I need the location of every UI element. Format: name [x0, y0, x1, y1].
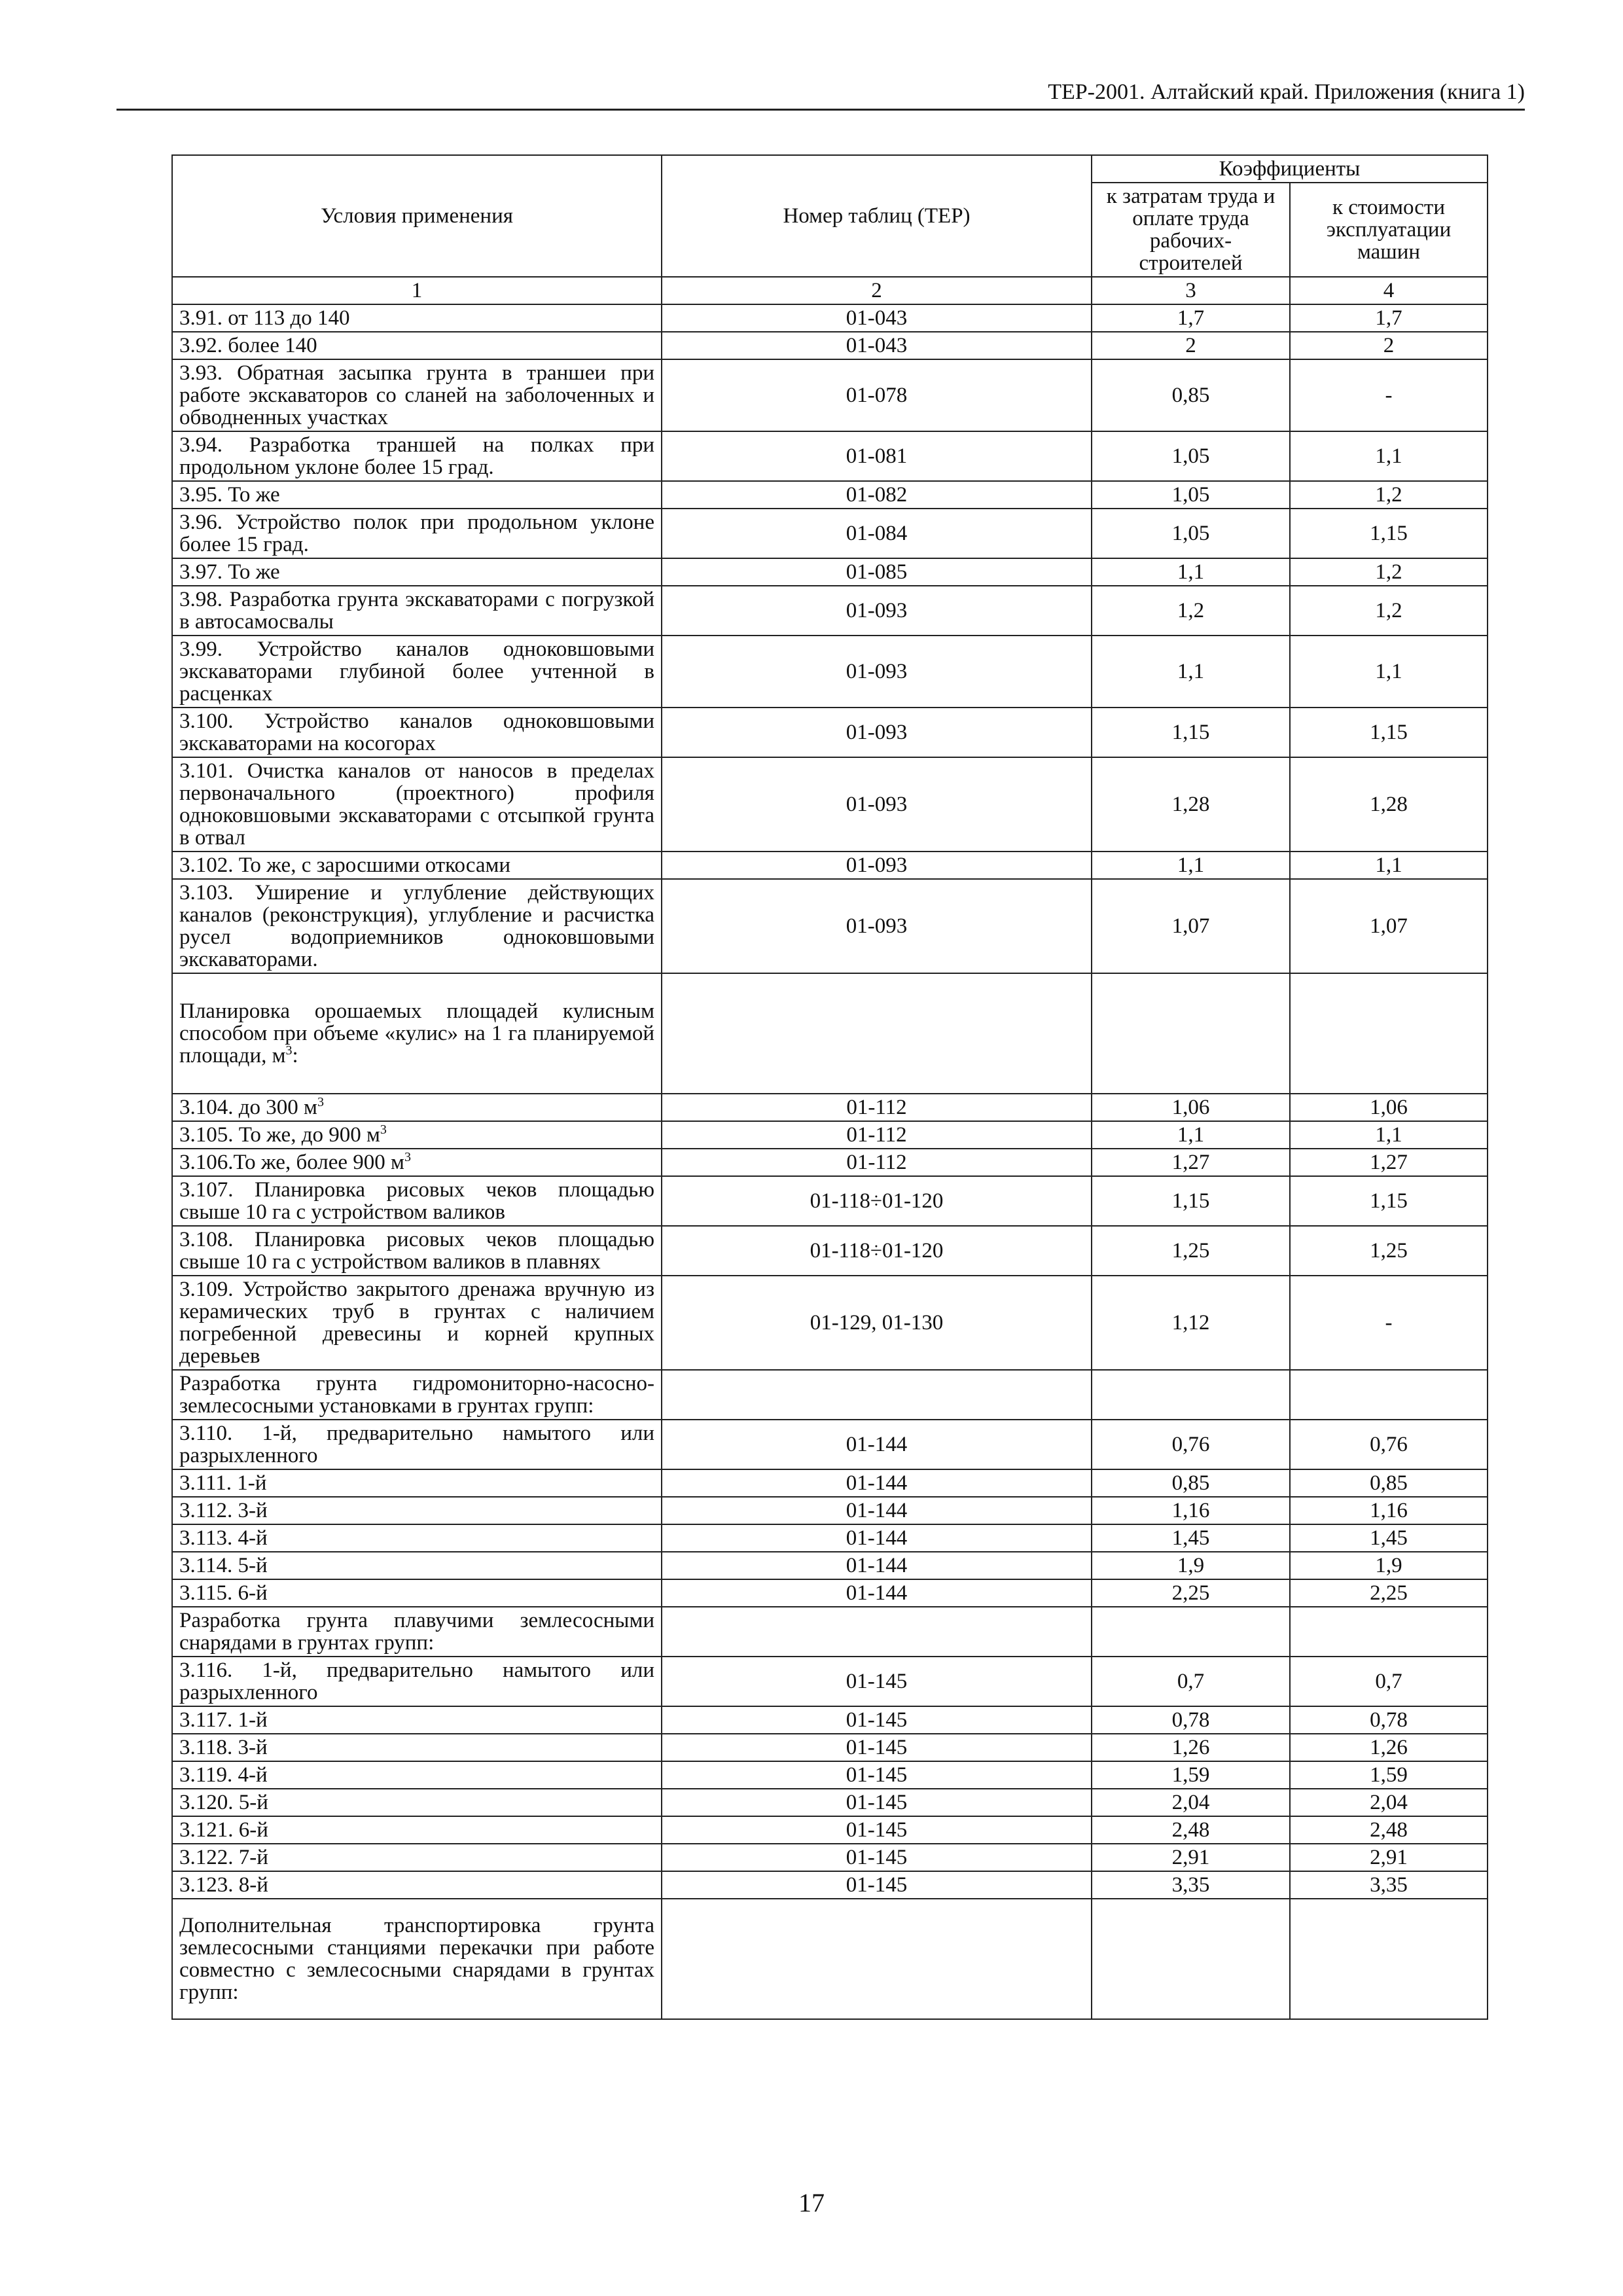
table-row	[172, 1844, 1488, 1871]
cell-table-number: 01-144	[662, 1497, 1092, 1524]
cell-machine-coefficient: 2,25	[1290, 1579, 1488, 1607]
cell-labor-coefficient	[1092, 1607, 1290, 1657]
condition-text: 3.118. 3-й	[179, 1736, 268, 1759]
table-row	[172, 431, 1488, 481]
cell-labor-coefficient: 1,2	[1092, 586, 1290, 636]
cell-table-number: 01-112	[662, 1094, 1092, 1121]
cell-machine-coefficient: 0,7	[1290, 1657, 1488, 1706]
cell-labor-coefficient: 1,1	[1092, 636, 1290, 708]
cell-table-number: 01-078	[662, 359, 1092, 431]
cell-labor-coefficient: 0,76	[1092, 1420, 1290, 1469]
cell-labor-coefficient: 1,05	[1092, 431, 1290, 481]
cell-table-number: 01-043	[662, 332, 1092, 359]
cell-labor-coefficient: 2,25	[1092, 1579, 1290, 1607]
cell-labor-coefficient: 1,59	[1092, 1761, 1290, 1789]
table-row	[172, 1706, 1488, 1734]
cell-machine-coefficient: 1,2	[1290, 586, 1488, 636]
cell-condition	[172, 852, 662, 879]
table-row	[172, 636, 1488, 708]
cell-condition	[172, 1899, 662, 2019]
cell-machine-coefficient: 2,04	[1290, 1789, 1488, 1816]
table-row	[172, 1579, 1488, 1607]
cell-labor-coefficient: 0,85	[1092, 1469, 1290, 1497]
cell-machine-coefficient	[1290, 1607, 1488, 1657]
cell-machine-coefficient: 1,1	[1290, 1121, 1488, 1149]
cell-machine-coefficient: 1,27	[1290, 1149, 1488, 1176]
cell-machine-coefficient: -	[1290, 359, 1488, 431]
table-row	[172, 1149, 1488, 1176]
cell-condition	[172, 1789, 662, 1816]
cell-condition	[172, 879, 662, 973]
cell-machine-coefficient: 1,15	[1290, 1176, 1488, 1226]
cell-table-number: 01-118÷01-120	[662, 1226, 1092, 1276]
cell-table-number: 01-093	[662, 852, 1092, 879]
cell-table-number: 01-144	[662, 1420, 1092, 1469]
cell-labor-coefficient: 1,1	[1092, 558, 1290, 586]
table-row	[172, 1370, 1488, 1420]
table-row	[172, 1094, 1488, 1121]
condition-text: 3.96. Устройство полок при продольном уклоне более 15 град.	[179, 511, 654, 556]
unit-exponent: 3	[317, 1095, 324, 1109]
cell-table-number: 01-093	[662, 708, 1092, 757]
unit-exponent: 3	[404, 1150, 411, 1164]
cell-condition	[172, 1420, 662, 1469]
condition-text: 3.114. 5-й	[179, 1554, 268, 1577]
cell-machine-coefficient: 0,76	[1290, 1420, 1488, 1469]
table-row	[172, 332, 1488, 359]
condition-text: 3.106.То же, более 900 м	[179, 1151, 404, 1174]
cell-condition	[172, 1176, 662, 1226]
table-row	[172, 1420, 1488, 1469]
col-header-labor: к затратам труда и оплате труда рабочих-строителей	[1092, 183, 1290, 277]
cell-labor-coefficient: 1,07	[1092, 879, 1290, 973]
cell-condition	[172, 1579, 662, 1607]
table-row	[172, 359, 1488, 431]
cell-machine-coefficient: 1,28	[1290, 757, 1488, 852]
cell-table-number: 01-145	[662, 1734, 1092, 1761]
cell-machine-coefficient: 1,2	[1290, 481, 1488, 509]
cell-machine-coefficient: 1,16	[1290, 1497, 1488, 1524]
cell-table-number: 01-145	[662, 1761, 1092, 1789]
cell-table-number: 01-093	[662, 636, 1092, 708]
table-row	[172, 1121, 1488, 1149]
cell-table-number: 01-145	[662, 1844, 1092, 1871]
condition-suffix: :	[292, 1044, 298, 1067]
cell-machine-coefficient: -	[1290, 1276, 1488, 1370]
condition-text: 3.115. 6-й	[179, 1581, 268, 1605]
unit-exponent: 3	[380, 1122, 387, 1137]
cell-labor-coefficient: 1,15	[1092, 1176, 1290, 1226]
condition-text: 3.95. То же	[179, 483, 280, 507]
cell-condition	[172, 1657, 662, 1706]
cell-table-number: 01-145	[662, 1789, 1092, 1816]
condition-text: 3.97. То же	[179, 560, 280, 584]
cell-labor-coefficient: 1,26	[1092, 1734, 1290, 1761]
table-row	[172, 1816, 1488, 1844]
cell-condition	[172, 636, 662, 708]
col-header-conditions: Условия применения	[172, 155, 662, 277]
condition-text: 3.103. Уширение и углубление действующих каналов (реконструкция), углубление и расчистка русел водоприемников одноковшовыми экскаваторами.	[179, 881, 654, 971]
cell-labor-coefficient: 1,7	[1092, 304, 1290, 332]
cell-table-number: 01-112	[662, 1121, 1092, 1149]
cell-machine-coefficient: 1,06	[1290, 1094, 1488, 1121]
cell-condition	[172, 586, 662, 636]
cell-condition	[172, 1094, 662, 1121]
condition-text: Планировка орошаемых площадей кулисным способом при объеме «кулис» на 1 га планируемой площади, м	[179, 999, 654, 1067]
table-body	[172, 304, 1488, 2019]
cell-table-number: 01-144	[662, 1552, 1092, 1579]
cell-machine-coefficient: 1,15	[1290, 708, 1488, 757]
cell-labor-coefficient: 1,16	[1092, 1497, 1290, 1524]
condition-text: 3.122. 7-й	[179, 1846, 268, 1869]
cell-labor-coefficient: 2,04	[1092, 1789, 1290, 1816]
cell-labor-coefficient: 0,78	[1092, 1706, 1290, 1734]
cell-condition	[172, 1816, 662, 1844]
condition-text: 3.94. Разработка траншей на полках при продольном уклоне более 15 град.	[179, 433, 654, 479]
cell-labor-coefficient: 1,1	[1092, 1121, 1290, 1149]
cell-table-number: 01-082	[662, 481, 1092, 509]
condition-text: 3.121. 6-й	[179, 1818, 268, 1842]
cell-labor-coefficient: 1,28	[1092, 757, 1290, 852]
cell-machine-coefficient: 1,07	[1290, 879, 1488, 973]
running-header	[116, 77, 1525, 111]
table-row	[172, 1761, 1488, 1789]
cell-machine-coefficient: 1,59	[1290, 1761, 1488, 1789]
table-row	[172, 1899, 1488, 2019]
cell-labor-coefficient: 2,91	[1092, 1844, 1290, 1871]
page-number: 17	[798, 2188, 825, 2217]
table-row	[172, 304, 1488, 332]
table-row	[172, 1789, 1488, 1816]
table-row	[172, 757, 1488, 852]
cell-labor-coefficient: 1,45	[1092, 1524, 1290, 1552]
condition-text: 3.107. Планировка рисовых чеков площадью свыше 10 га с устройством валиков	[179, 1178, 654, 1224]
cell-condition	[172, 1761, 662, 1789]
cell-machine-coefficient: 1,26	[1290, 1734, 1488, 1761]
table-row	[172, 1469, 1488, 1497]
unit-exponent: 3	[285, 1043, 293, 1058]
cell-machine-coefficient: 1,1	[1290, 636, 1488, 708]
cell-machine-coefficient	[1290, 973, 1488, 1094]
condition-text: 3.98. Разработка грунта экскаваторами с погрузкой в автосамосвалы	[179, 588, 654, 634]
condition-text: 3.113. 4-й	[179, 1526, 268, 1550]
cell-table-number: 01-144	[662, 1579, 1092, 1607]
cell-machine-coefficient: 2	[1290, 332, 1488, 359]
condition-text: 3.116. 1-й, предварительно намытого или разрыхленного	[179, 1659, 654, 1704]
cell-condition	[172, 973, 662, 1094]
cell-table-number: 01-145	[662, 1816, 1092, 1844]
coefficients-table	[171, 154, 1488, 2020]
cell-machine-coefficient: 1,15	[1290, 509, 1488, 558]
cell-labor-coefficient	[1092, 1370, 1290, 1420]
cell-machine-coefficient: 0,85	[1290, 1469, 1488, 1497]
cell-condition	[172, 304, 662, 332]
cell-condition	[172, 558, 662, 586]
cell-machine-coefficient: 1,9	[1290, 1552, 1488, 1579]
cell-table-number: 01-093	[662, 586, 1092, 636]
table-row	[172, 1226, 1488, 1276]
table-row	[172, 1871, 1488, 1899]
cell-table-number: 01-043	[662, 304, 1092, 332]
condition-text: 3.102. То же, с заросшими откосами	[179, 853, 511, 877]
col-header-coefficients: Коэффициенты	[1092, 155, 1488, 183]
condition-text: 3.91. от 113 до 140	[179, 306, 350, 330]
table-row	[172, 1607, 1488, 1657]
cell-table-number: 01-118÷01-120	[662, 1176, 1092, 1226]
cell-labor-coefficient: 1,05	[1092, 481, 1290, 509]
condition-text: 3.92. более 140	[179, 334, 317, 357]
cell-labor-coefficient: 1,1	[1092, 852, 1290, 879]
condition-text: 3.99. Устройство каналов одноковшовыми экскаваторами глубиной более учтенной в расценках	[179, 637, 654, 706]
cell-machine-coefficient: 3,35	[1290, 1871, 1488, 1899]
col-header-machines: к стоимости эксплуатации машин	[1290, 183, 1488, 277]
cell-labor-coefficient: 1,12	[1092, 1276, 1290, 1370]
table-row	[172, 1176, 1488, 1226]
cell-table-number: 01-081	[662, 431, 1092, 481]
condition-text: 3.110. 1-й, предварительно намытого или разрыхленного	[179, 1422, 654, 1467]
cell-table-number: 01-145	[662, 1871, 1092, 1899]
cell-table-number: 01-145	[662, 1706, 1092, 1734]
cell-machine-coefficient	[1290, 1370, 1488, 1420]
table-row	[172, 852, 1488, 879]
cell-labor-coefficient: 3,35	[1092, 1871, 1290, 1899]
cell-condition	[172, 431, 662, 481]
table-row	[172, 1497, 1488, 1524]
cell-labor-coefficient	[1092, 973, 1290, 1094]
condition-text: 3.105. То же, до 900 м	[179, 1123, 380, 1147]
table-row	[172, 973, 1488, 1094]
cell-table-number: 01-145	[662, 1657, 1092, 1706]
cell-labor-coefficient: 1,9	[1092, 1552, 1290, 1579]
column-number: 3	[1092, 277, 1290, 304]
cell-table-number: 01-112	[662, 1149, 1092, 1176]
condition-text: 3.120. 5-й	[179, 1791, 268, 1814]
cell-condition	[172, 1844, 662, 1871]
cell-labor-coefficient: 2,48	[1092, 1816, 1290, 1844]
cell-labor-coefficient: 1,06	[1092, 1094, 1290, 1121]
cell-condition	[172, 1121, 662, 1149]
cell-table-number: 01-093	[662, 757, 1092, 852]
cell-condition	[172, 1497, 662, 1524]
cell-labor-coefficient: 2	[1092, 332, 1290, 359]
condition-text: 3.117. 1-й	[179, 1708, 268, 1732]
cell-condition	[172, 1524, 662, 1552]
table-row	[172, 1524, 1488, 1552]
table-row	[172, 481, 1488, 509]
cell-condition	[172, 1871, 662, 1899]
cell-machine-coefficient: 2,48	[1290, 1816, 1488, 1844]
condition-text: Разработка грунта гидромониторно-насосно-землесосными установками в грунтах групп:	[179, 1372, 654, 1418]
cell-condition	[172, 359, 662, 431]
condition-text: 3.111. 1-й	[179, 1471, 267, 1495]
cell-condition	[172, 1734, 662, 1761]
cell-condition	[172, 509, 662, 558]
condition-text: 3.101. Очистка каналов от наносов в пределах первоначального (проектного) профиля одноковшовыми экскаваторами с отсыпкой грунта в отвал	[179, 759, 654, 850]
cell-table-number: 01-085	[662, 558, 1092, 586]
table-row	[172, 1552, 1488, 1579]
cell-machine-coefficient: 1,2	[1290, 558, 1488, 586]
cell-machine-coefficient: 2,91	[1290, 1844, 1488, 1871]
cell-machine-coefficient: 1,45	[1290, 1524, 1488, 1552]
table-row	[172, 708, 1488, 757]
condition-text: 3.123. 8-й	[179, 1873, 268, 1897]
cell-condition	[172, 1276, 662, 1370]
condition-text: 3.108. Планировка рисовых чеков площадью свыше 10 га с устройством валиков в плавнях	[179, 1228, 654, 1274]
cell-labor-coefficient: 1,15	[1092, 708, 1290, 757]
column-number: 4	[1290, 277, 1488, 304]
table-row	[172, 1657, 1488, 1706]
cell-labor-coefficient: 1,27	[1092, 1149, 1290, 1176]
cell-labor-coefficient: 1,25	[1092, 1226, 1290, 1276]
header-row	[172, 155, 1488, 183]
table-row	[172, 558, 1488, 586]
cell-condition	[172, 1149, 662, 1176]
cell-condition	[172, 1469, 662, 1497]
cell-condition	[172, 1706, 662, 1734]
cell-table-number	[662, 973, 1092, 1094]
cell-machine-coefficient: 1,1	[1290, 431, 1488, 481]
cell-condition	[172, 1226, 662, 1276]
cell-condition	[172, 1552, 662, 1579]
cell-table-number: 01-084	[662, 509, 1092, 558]
cell-condition	[172, 332, 662, 359]
condition-text: 3.104. до 300 м	[179, 1096, 317, 1119]
condition-text: Дополнительная транспортировка грунта землесосными станциями перекачки при работе совместно с землесосными снарядами в грунтах групп:	[179, 1914, 654, 2004]
table-row	[172, 509, 1488, 558]
cell-labor-coefficient: 0,85	[1092, 359, 1290, 431]
condition-text: 3.100. Устройство каналов одноковшовыми экскаваторами на косогорах	[179, 709, 654, 755]
cell-labor-coefficient	[1092, 1899, 1290, 2019]
condition-text: 3.109. Устройство закрытого дренажа вручную из керамических труб в грунтах с наличием погребенной древесины и корней крупных деревьев	[179, 1278, 654, 1368]
cell-machine-coefficient: 1,1	[1290, 852, 1488, 879]
cell-condition	[172, 757, 662, 852]
cell-table-number: 01-093	[662, 879, 1092, 973]
cell-labor-coefficient: 0,7	[1092, 1657, 1290, 1706]
cell-table-number: 01-129, 01-130	[662, 1276, 1092, 1370]
cell-machine-coefficient: 0,78	[1290, 1706, 1488, 1734]
cell-labor-coefficient: 1,05	[1092, 509, 1290, 558]
cell-table-number: 01-144	[662, 1524, 1092, 1552]
cell-condition	[172, 1370, 662, 1420]
table-row	[172, 879, 1488, 973]
condition-text: 3.119. 4-й	[179, 1763, 268, 1787]
condition-text: 3.112. 3-й	[179, 1499, 268, 1522]
cell-table-number	[662, 1370, 1092, 1420]
cell-condition	[172, 1607, 662, 1657]
cell-table-number	[662, 1899, 1092, 2019]
cell-machine-coefficient: 1,25	[1290, 1226, 1488, 1276]
cell-condition	[172, 708, 662, 757]
condition-text: 3.93. Обратная засыпка грунта в траншеи при работе экскаваторов со сланей на заболоченных и обводненных участках	[179, 361, 654, 429]
cell-table-number: 01-144	[662, 1469, 1092, 1497]
cell-machine-coefficient	[1290, 1899, 1488, 2019]
column-number: 1	[172, 277, 662, 304]
cell-condition	[172, 481, 662, 509]
cell-machine-coefficient: 1,7	[1290, 304, 1488, 332]
column-number-row	[172, 277, 1488, 304]
condition-text: Разработка грунта плавучими землесосными снарядами в грунтах групп:	[179, 1609, 654, 1655]
table-row	[172, 1734, 1488, 1761]
table-row	[172, 1276, 1488, 1370]
cell-table-number	[662, 1607, 1092, 1657]
header-title: ТЕР-2001. Алтайский край. Приложения (книга 1)	[1048, 80, 1525, 104]
col-header-table-number: Номер таблиц (ТЕР)	[662, 155, 1092, 277]
column-number: 2	[662, 277, 1092, 304]
table-row	[172, 586, 1488, 636]
